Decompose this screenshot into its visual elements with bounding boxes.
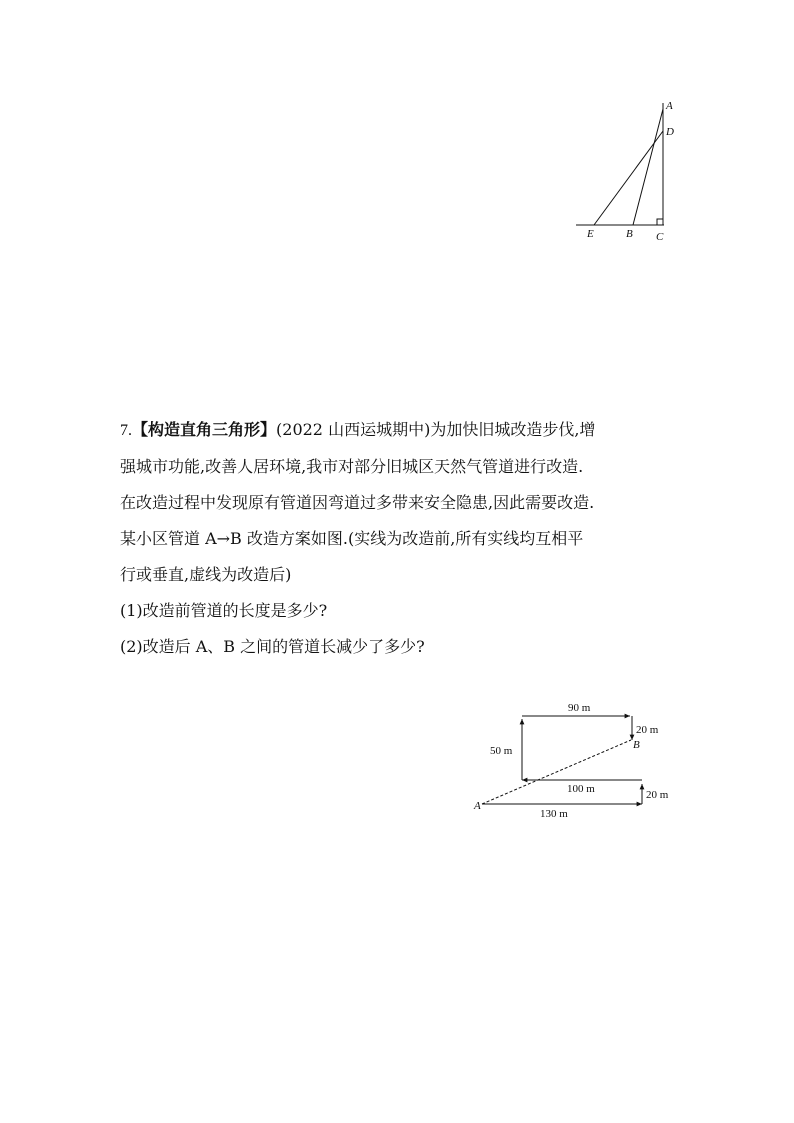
line-ed (594, 131, 663, 225)
pipeline-figure (470, 700, 685, 825)
problem-line-5: 行或垂直,虚线为改造后) (120, 565, 292, 584)
question-1: (1)改造前管道的长度是多少? (120, 601, 328, 620)
line-ab (633, 109, 663, 225)
problem-source: (2022 山西运城期中) (276, 420, 431, 439)
problem-line-1 (120, 412, 680, 449)
label-d: D (666, 126, 674, 138)
label-a: A (666, 100, 673, 112)
problem-text-1: 为加快旧城改造步伐,增 (430, 420, 596, 439)
dim-middle: 100 m (567, 783, 595, 795)
problem-tag: 【构造直角三角形】 (132, 420, 277, 439)
triangle-figure (570, 95, 690, 245)
problem-line-2: 强城市功能,改善人居环境,我市对部分旧城区天然气管道进行改造. (120, 457, 584, 476)
label-b: B (626, 228, 633, 240)
dim-top: 90 m (568, 702, 591, 714)
problem-line-3: 在改造过程中发现原有管道因弯道过多带来安全隐患,因此需要改造. (120, 493, 595, 512)
label-c: C (656, 231, 664, 243)
problem-line-4: 某小区管道 A→B 改造方案如图.(实线为改造前,所有实线均互相平 (120, 529, 584, 548)
point-a-label: A (474, 800, 481, 812)
problem-number: 7. (120, 422, 132, 439)
point-b-label: B (633, 739, 640, 751)
dim-bottom: 130 m (540, 808, 568, 820)
dim-right-bottom: 20 m (646, 789, 669, 801)
dim-right-top: 20 m (636, 724, 659, 736)
label-e: E (587, 228, 594, 240)
dim-left: 50 m (490, 745, 513, 757)
right-angle-mark (657, 219, 663, 225)
question-2: (2)改造后 A、B 之间的管道长减少了多少? (120, 637, 425, 656)
problem-7 (120, 412, 680, 665)
